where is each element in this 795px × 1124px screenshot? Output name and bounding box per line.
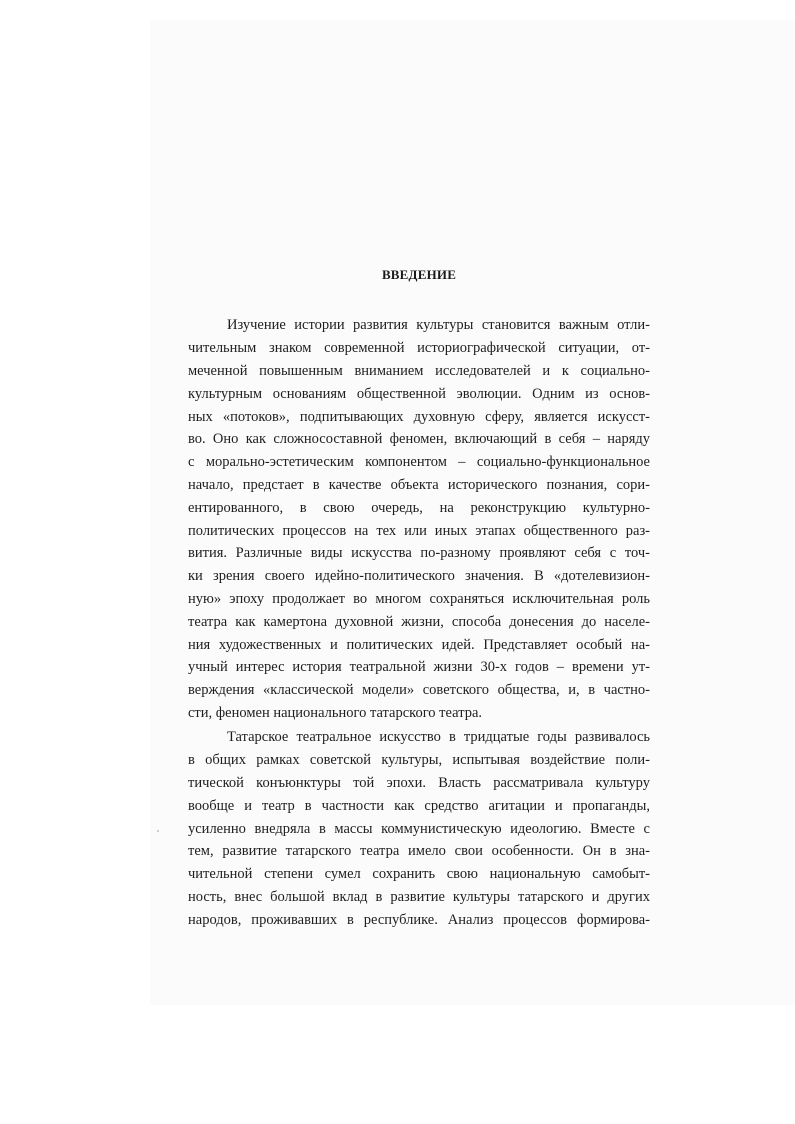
section-heading: ВВЕДЕНИЕ — [381, 267, 457, 282]
text-line: Изучение истории развития культуры становится важным отли- — [227, 317, 650, 333]
text-line: начало, предстает в качестве объекта исторического познания, сори- — [188, 477, 650, 493]
text-line: ентированного, в свою очередь, на реконструкцию культурно- — [188, 500, 650, 516]
text-line: сти, феномен национального татарского театра. — [188, 705, 483, 721]
text-line: верждения «классической модели» советского общества, и, в частно- — [188, 682, 650, 698]
text-line: политических процессов на тех или иных этапах общественного раз- — [188, 523, 650, 539]
text-line: усиленно внедряла в массы коммунистическую идеологию. Вместе с — [188, 821, 650, 837]
text-line: тем, развитие татарского театра имело свои особенности. Он в зна- — [188, 843, 650, 859]
text-line: Татарское театральное искусство в тридцатые годы развивалось — [227, 729, 650, 745]
text-line: во. Оно как сложносоставной феномен, включающий в себя – наряду — [188, 431, 650, 447]
text-line: чительным знаком современной историографической ситуации, от- — [188, 340, 650, 356]
text-line: с морально-эстетическим компонентом – социально-функциональное — [188, 454, 650, 470]
scan-speck — [157, 830, 159, 832]
text-line: вообще и театр в частности как средство агитации и пропаганды, — [188, 798, 650, 814]
text-line: ных «потоков», подпитывающих духовную сферу, является искусст- — [188, 409, 650, 425]
text-line: ния художественных и политических идей. Представляет особый на- — [188, 637, 650, 653]
text-line: учный интерес история театральной жизни 30-х годов – времени ут- — [188, 659, 650, 675]
text-line: вития. Различные виды искусства по-разному проявляют себя с точ- — [188, 545, 650, 561]
text-line: народов, проживавших в республике. Анализ процессов формирова- — [188, 912, 650, 928]
text-line: театра как камертона духовной жизни, способа донесения до населе- — [188, 614, 650, 630]
text-line: культурным основаниям общественной эволюции. Одним из основ- — [188, 386, 650, 402]
text-line: ную» эпоху продолжает во многом сохраняться исключительная роль — [188, 591, 650, 607]
text-line: тической конъюнктуры той эпохи. Власть рассматривала культуру — [188, 775, 650, 791]
text-line: меченной повышенным вниманием исследователей и к социально- — [188, 363, 650, 379]
text-line: чительной степени сумел сохранить свою национальную самобыт- — [188, 866, 650, 882]
text-line: в общих рамках советской культуры, испытывая воздействие поли- — [188, 752, 650, 768]
text-line: ки зрения своего идейно-политического значения. В «дотелевизион- — [188, 568, 650, 584]
text-line: ность, внес большой вклад в развитие культуры татарского и других — [188, 889, 650, 905]
